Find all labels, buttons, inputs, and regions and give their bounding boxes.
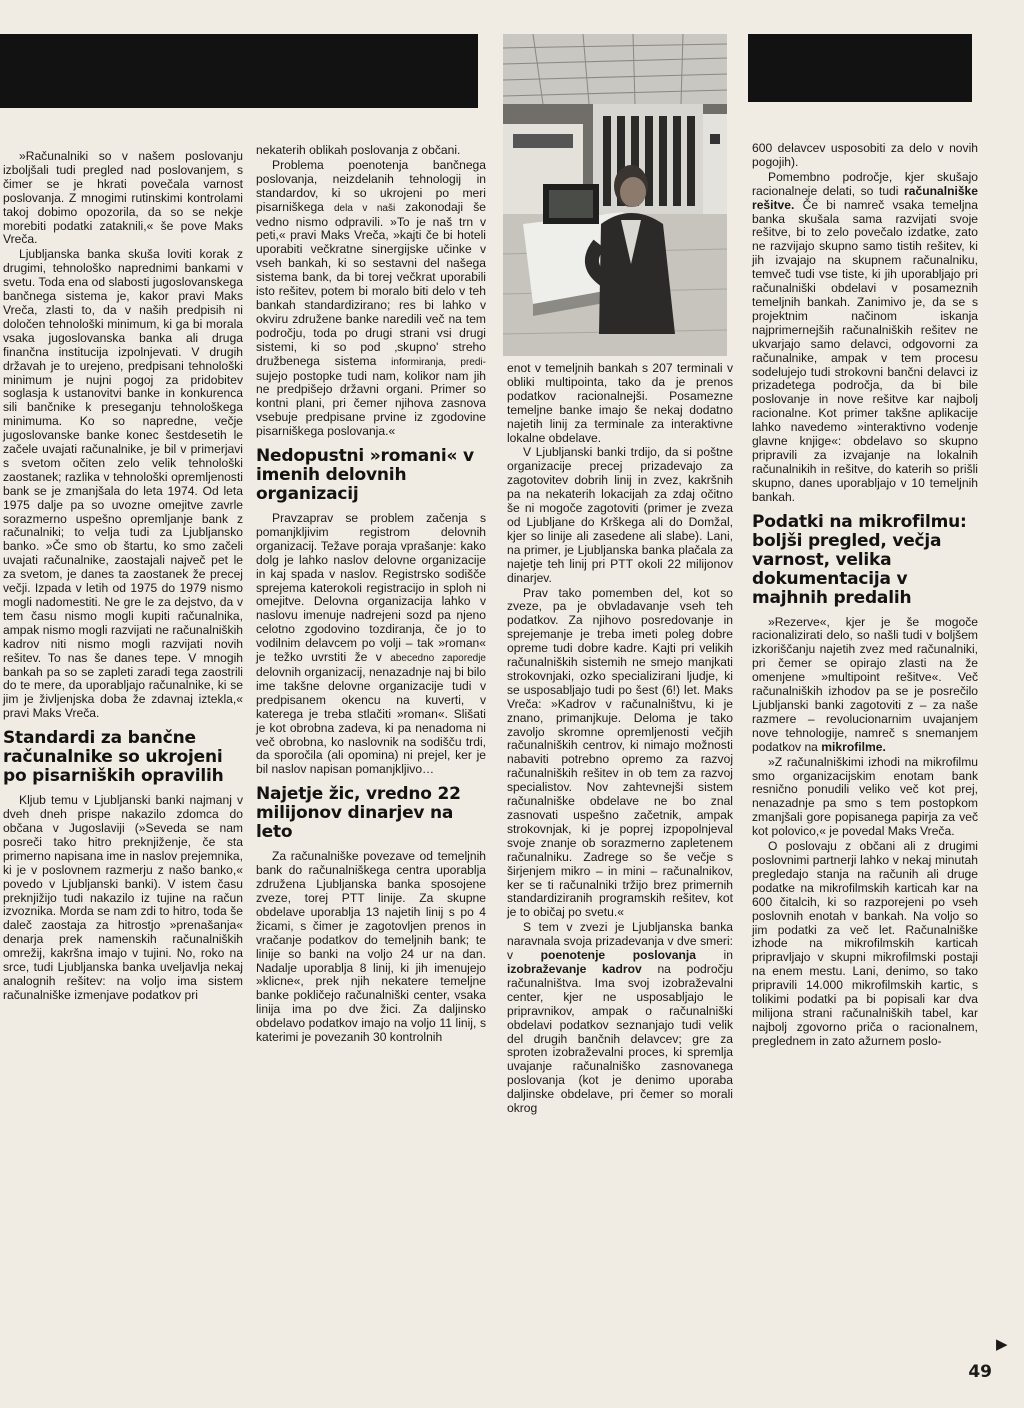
photo-illustration <box>503 34 727 356</box>
paragraph <box>256 512 486 777</box>
continue-arrow-icon: ▶ <box>996 1336 1008 1353</box>
paragraph <box>256 159 486 439</box>
text: in <box>723 948 733 963</box>
text-small: abecedno zaporedje <box>390 653 486 665</box>
article-column-3 <box>507 362 733 1117</box>
section-heading: Nedopustni »romani« v imenih delovnih organizacij <box>256 446 474 505</box>
paragraph <box>752 171 978 505</box>
paragraph: Za računalniške povezave od temeljnih bank do računalniškega centra uporablja združena Ljubljanska banka sposojene zveze, torej PTT linije. Za skupne obdelave uporablja 13 najetih linij s po 4 žicami, s čimer je zagotovljen prenos in vračanje podatkov do temeljnih bank; te linije so banki na voljo 24 ur na dan. Nadalje uporablja 8 linij, ki jih imenujejo »klicne«, prek njih nekatere temeljne banke pokličejo računalniški center, vsaka linija ima po dve žici. Za daljinsko obdelavo podatkov imajo na voljo 11 linij, s katerimi je povezanih 30 kontrolnih <box>256 849 486 1045</box>
section-heading: Standardi za bančne računalnike so ukrojeni po pisarniških opravilih <box>3 728 224 787</box>
text-bold: poenotenje poslovanja <box>540 948 696 963</box>
paragraph <box>507 921 733 1116</box>
paragraph: 600 delavcev usposobiti za delo v novih pogojih). <box>752 141 978 169</box>
text: Pomembno področje, kjer skušajo racionalneje delati, so tudi <box>752 169 978 198</box>
paragraph: Kljub temu v Ljubljanski banki najmanj v dveh dneh prispe nakazilo zdomca do občana v Jugoslaviji (»Seveda se nam posreči tako hitro preknjiženje, če sta primerno napisana ime in naslov prejemnika, ki je v poslovnem razmerju z našo banko,« povedo v Ljubljanski banki). V istem času preknjižijo tudi nakazilo iz tujine na račun izvoznika. Morda se nam zdi to hitro, toda še daleč zaostaja za hitrostjo »prenašanja« denarja prek namenskih računalniških omrežij, kakršna imajo v tujini. No, roko na srce, tudi Ljubljanska banka uveljavlja nekaj analognih rešitev: na voljo ima sistem računalniške izmenjave podatkov pri <box>3 793 243 1002</box>
text: Problema poenotenja bančnega poslovanja, neizdelanih tehnologij in standardov, ki so ukrojeni po meri pisarniškega <box>256 157 486 214</box>
header-black-bar-left <box>0 34 478 108</box>
paragraph: V Ljubljanski banki trdijo, da si poštne organizacije precej prizadevajo za zagotovitev dobrih linij in zvez, kakršnih pa na nekaterih lokacijah za zdaj očitno še ni mogoče zagotoviti (primer je zveza od Ljubljane do Krškega ali do Domžal, kjer so linije ali zasedene ali slabe). Lani, na primer, je Ljubljanska banka plačala za najetje teh linij pri PTT okoli 22 milijonov dinarjev. <box>507 445 733 585</box>
page-number: 49 <box>968 1362 992 1382</box>
text: na področju računalništva. Ima svoj izobraževalni center, kjer ne usposabljajo le pripravnikov, ampak o računalniški obdelavi podatkov seznanjajo tudi velik del drugih bančnih delavcev; gre za sproten izobraževalni proces, ki spremlja uvajanje računalniško zasnovanega poslovanja (kot je denimo uporaba daljinske obdelave, pri čemer so morali okrog <box>507 961 733 1116</box>
text-bold: izobraževanje kadrov <box>507 961 642 976</box>
text: »Rezerve«, kjer je še mogoče racionalizirati delo, so našli tudi v boljšem izkoriščanju najetih zvez med računalniki, pri čemer se opirajo zlasti na že omenjene »multipoint rešitve«. Več računalniških izhodov pa se je posrečilo Ljubljanski banki zagotoviti z – za naše razmere – revolucionarnim uvajanjem nove tehnologije, namreč s snemanjem podatkov na <box>752 614 978 754</box>
text: delovnih organizacij, nenazadnje naj bi bilo ime takšne delovne organizacije tudi v predpisanem okencu na kuverti, v katerega je treba stlačiti »roman«. Slišati je kot obrobna zadeva, ki pa nenadoma ni več obrobna, ko naslovnik na sodišču trdi, da sporočila (ali opomina) ni prejel, ker je bil naslov napisan pomanjkljivo… <box>256 665 486 777</box>
paragraph: Ljubljanska banka skuša loviti korak z drugimi, tehnološko naprednimi bankami v svetu. Toda ena od slabosti jugoslovanskega bančnega sistema je, kakor pravi Maks Vreča, zlasti to, da v naših predpisih ni določen tehnološki minimum, ki ga bi morala vsaka jugoslovanska banka ali druga finančna institucija izpolnjevati. V drugih državah je to urejeno, predpisani tehnološki minimum je nujni pogoj za pridobitev soglasja k ustanovitvi banke in konkurenca sili bančnike k preseganju tehnološkega minimuma. Ko so napredne, večje jugoslovanske banke konec šestdesetih le začele uvajati računalnike, je bil v primerjavi s svetom očiten zelo velik tehnološki zaostanek; razlika v tehnološki opremljenosti bank se je zmanjšala do leta 1974. Od leta 1975 dalje pa so uvozne omejitve zavrle sorazmerno uspešno opremljanje bank z računalniki; to velja tudi za Ljubljansko banko. »Če smo ob štartu, ko smo začeli uvajati računalnike, zaostajali največ pet le za svetom, je danes ta zaostanek že precej večji. Izpada v letih od 1975 do 1979 nismo mogli nadomestiti. Ne gre le za dejstvo, da v tem času nismo mogli kupiti računalnika, ampak nismo mogli razvijati ne računalniških kadrov niti nismo mogli razvijati novih rešitev. To nas še danes tepe. V mnogih bankah pa so se zapleti zaradi tega zaostrili do te mere, da uporabljajo računalnike, ki se jim je življenjska doba že zdavnaj iztekla,« pravi Maks Vreča. <box>3 247 243 721</box>
text: S tem v zvezi je Ljubljanska banka naravnala svoja prizadevanja v dve smeri: v <box>507 920 733 963</box>
text: Pravzaprav se problem začenja s pomanjkljivim registrom delovnih organizacij. Težave poraja vprašanje: kako dolg je lahko naslov delovne organizacije in kaj spada v naslov. Registrsko sodišče sprejema katerokoli registracijo in sploh ni omejitve. Delovna organizacija lahko v naslovu imenuje nadrejeni sozd pa njeno celotno zgodovino tozdiranja, če jo to vodilnim delavcem po volji – tak »roman« je težko uvrstiti že v <box>256 511 486 665</box>
text-small: dela v naši <box>333 202 396 214</box>
paragraph: nekaterih oblikah poslovanja z občani. <box>256 143 461 157</box>
paragraph: Prav tako pomemben del, kot so zveze, pa je obvladavanje vseh teh podatkov. Za njihovo posredovanje in sprejemanje je treba imeti poleg dobre opreme tudi dobre kadre. Kajti pri velikih računalniških sistemih ne smejo manjkati strokovnjaki, ozko specializirani ljudje, ki se usposabljajo tudi po šest (6!) let. Maks Vreča: »Kadrov v računalništvu, ki je znano, primanjkuje. Deloma je tako zavoljo skromne opremljenosti večjih računalniških centrov, ki nimajo možnosti nabaviti potrebno opremo za razvoj računalniških rešitev in ob tem za razvoj specialistov. Nov zahtevnejši sistem računalniške obdelave ne bo znal zasnovati uspešno začetnik, ampak strokovnjak, ki je poprej izpopolnjeval svoje znanje ob sorazmerno zapletenem računalniku. Zadrege so še večje s širjenjem mikro – in mini – računalnikov, ker se ti računalniki tržijo brez primernih standardiziranih programskih rešitev, kot je to običaj po svetu.« <box>507 585 733 920</box>
text: zakonodaji še vedno nismo odpravili. »To je naš trn v peti,« pravi Maks Vreča, »kajti če bi hoteli uporabiti večkratne sinergijske učinke v vseh bankah, ki so sestavni del našega sistema bank, da bi torej večkrat uporabili isto rešitev, potem bi moralo biti delo v teh bankah standardizirano; res bi lahko v okviru združene banke naredili več na tem področju, toda po drugi strani vsi drugi sistemi, ki so pod ‚skupno' streho družbenega sistema <box>256 199 486 368</box>
header-black-bar-right <box>748 34 972 102</box>
text-bold: mikrofilme. <box>821 739 886 754</box>
article-column-1 <box>3 150 243 1004</box>
paragraph: enot v temeljnih bankah s 207 terminali v obliki multipointa, tako da je prenos podatkov racionalnejši. Posamezne temeljne banke imajo še nekaj dodatno najetih linij za terminale za interaktivne lokalne obdelave. <box>507 361 733 445</box>
paragraph: »Računalniki so v našem poslovanju izboljšali tudi pregled nad poslovanjem, s čimer se je hkrati povečala varnost poslovanja. Z mnogimi rutinskimi kontrolami takoj dobimo opozorila, da so se nekje morebiti podatki zataknili,« še pove Maks Vreča. <box>3 149 243 247</box>
article-column-4 <box>752 142 978 1050</box>
paragraph: »Z računalniškimi izhodi na mikrofilmu smo organizacijskim enotam bank resnično ponudili veliko več kot prej, nenazadnje pa smo s tem postopkom zmanjšali gore popisanega papirja za več kot polovico,« je povedal Maks Vreča. <box>752 754 978 839</box>
paragraph <box>752 616 978 755</box>
text: Če bi namreč vsaka temeljna banka skušala sama razvijati svoje rešitve, bi to zelo povečalo izdatke, zato ne razvijajo skupno samo tistih rešitev, ki jih izvajajo na skupnem računalniku, temveč tudi vse tiste, ki jih uporabljajo pri računalniški obdelavi v posameznih temeljnih bankah. Zanimivo je, da se s projektnim načinom iskanja najprimernejših računalniških rešitev ne ukvarjajo samo delavci, odgovorni za računalnike, ampak v tem procesu sodelujejo tudi strokovni bančni delavci iz prizadetega področja, da bi bile poslovanje in nove rešitve kar najbolj racionalne. Kot primer takšne aplikacije lahko navedemo »interaktivno vodenje glavne knjige«: obdelavo so skupno pripravili za izvajanje na lokalnih računalnikih in rešitve, do katerih so prišli skupno, danes uporabljajo v 10 temeljnih bankah. <box>752 197 978 504</box>
photo-bank-computer-room <box>503 34 727 356</box>
section-heading: Najetje žic, vredno 22 milijonov dinarjev na leto <box>256 784 461 843</box>
section-heading: Podatki na mikrofilmu: boljši pregled, večja varnost, velika dokumentacija v majhnih predalih <box>752 511 967 608</box>
paragraph: O poslovaju z občani ali z drugimi poslovnimi partnerji lahko v nekaj minutah pregledajo stanja na računih ali druge podatke na mikrofilmskih karticah kar na 600 čitalcih, ki so razporejeni po vseh poslovnih enotah v bankah. Na voljo so jim podatki za več let. Računalniške izhode na mikrofilmskih karticah pripravljajo v skupni mikrofilmski postaji na enem mestu. Lani, denimo, so tako pripravili 14.000 mikrofilmskih kartic, s tolikimi podatki pa bi popisali kar dva milijona strani računalniških tabel, kar najbolj zgovorno priča o racionalnem, preglednem in zato ažurnem poslo- <box>752 839 978 1048</box>
text: sujejo postopke tudi nam, kolikor nam jih ne predpišejo državni organi. Primer so kontni plani, pri čemer njihova zasnova vsebuje predpisane prvine iz zgodovine pisarniškega poslovanja.« <box>256 368 486 439</box>
text-bold: računalniške rešitve. <box>752 183 978 212</box>
article-column-2 <box>256 144 486 1046</box>
text-small: informiranja, predi- <box>391 356 486 368</box>
